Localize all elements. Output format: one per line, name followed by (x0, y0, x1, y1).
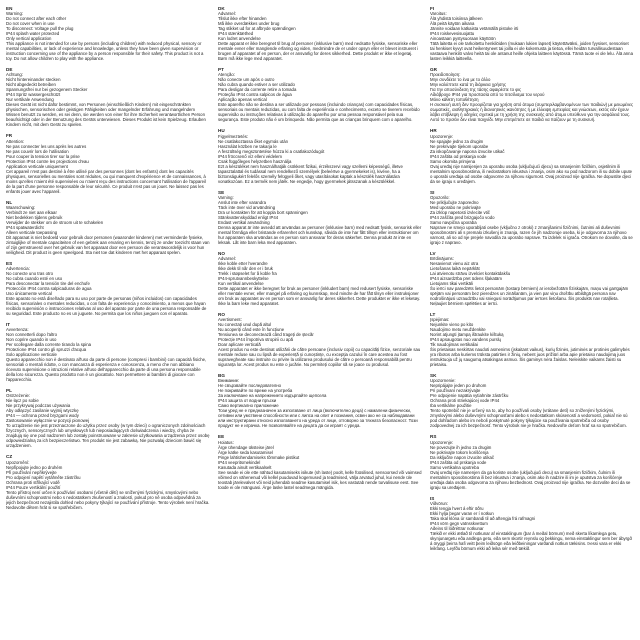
warning-line: Nie łącz po sobie (6, 398, 39, 404)
warning-heading: Figyelmeztetés: (218, 133, 249, 139)
warning-line: Pinge lahtiühendamiseks tõmmake pistikut (218, 454, 300, 460)
language-code: DK (218, 6, 225, 11)
warning-line: Tag stikket ud for at afbryde spændingen (218, 26, 296, 32)
warning-line: Használat közben ne takarja le (218, 143, 277, 149)
warning-line: Trekk i støpselet for å koble fra (218, 271, 277, 277)
warning-line: Ne prekrivajte tijekom uporabe (430, 143, 489, 149)
warning-line: Ne spajajte jedno za drugim (430, 138, 484, 144)
warning-heading: Varning: (218, 194, 234, 200)
language-section (6, 388, 210, 448)
warning-line: Не покривайте по време на употреба (218, 388, 293, 394)
language-code: RS (430, 434, 437, 440)
warning-line: Alleen verticale toepassing (6, 229, 58, 235)
safety-paragraph: Този уред не е предназначен за използване от лица (включително деца) с намалени физически, сетивни или умствени способности или с липса на опит и познания, освен ако не са наблюдавани или инструктирани относно използването на уреда от лице, отговорно за тяхната безопасност. Този продукт не е играчка. Не позволявайте на децата да си играят с уреда. (218, 408, 418, 429)
warning-line: Ne pas couvrir lors de l'utilisation (6, 148, 69, 154)
warning-line: Verwijder de stekker om de stroom uit te schakelen (6, 219, 104, 225)
warning-line: Protección IP44 contra salpicaduras de agua (6, 286, 92, 292)
warning-line: Solo applicazione verticale (6, 352, 57, 358)
warning-heading: Waarschuwing: (6, 204, 36, 210)
warning-line: Anslut inte efter varandra (218, 199, 267, 205)
language-code: NL (6, 199, 13, 205)
language-column (430, 6, 634, 636)
warning-line: IP44 aizsardzība pret ūdens šļakatām (430, 276, 502, 282)
language-code: LT (430, 312, 436, 318)
warning-heading: Advarsel: (218, 256, 236, 262)
safety-paragraph: Tätä laitetta ei ole tarkoitettu henkilöiden (mukaan lukien lapset) käytettäväksi, joiden fyysiset, sensoriset tai henkiset kyvyt ovat heikentyneet tai joilla ei ole kokemusta ja tietoa, ellei heidän turvallisuudestaan vastaava henkilö valvo heitä tai ole antanut heille ohjeita laitteen käytössä. Tämä tuote ei ole lelu. Älä anna lasten leikkiä laitteella. (430, 41, 633, 62)
warning-line: Do not connect after each other (6, 16, 67, 22)
warning-line: Para desligar da corrente retire a tomada (218, 87, 297, 93)
safety-paragraph: Tækið er ekki ætlað til notkunar af einstaklingum (þar á meðal börnum) með skerta líkamlega getu, skynjunargetu eða andlega getu, eða sem skortir reynslu og þekkingu, nema einstaklingur sem ber ábyrgð á öryggi þeirra hafi veitt þeim leiðsögn eða leiðbeiningar varðandi notkun tækisins. Þessi vara er ekki leikfang. Leyfðu börnum ekki að leika sér með tækið. (430, 530, 632, 551)
warning-line: Med uporabo ne pokrivajte (430, 204, 481, 210)
warning-line: Nicht abgedeckt betreiben (6, 82, 56, 88)
warning-line: Ikke dekk til når den er i bruk (218, 266, 273, 272)
safety-paragraph: Ovaj uređaj nije namenjen da ga koriste osobe (uključujući decu) sa smanjenim fizičkim, čulnim ili mentalnim sposobnostima ili bez iskustva i znanja, osim ako ih nadzire ili im je uputstva za korišćenje uređaja dala osoba odgovorna za njihovu bezbednost. Ovaj proizvod nije igračka. Ne dozvolite deci da se igraju sa uređajem. (430, 469, 631, 490)
warning-line: Lietojams tikai vertikāli (430, 281, 473, 287)
warning-heading: Hoiatus: (218, 439, 234, 445)
warning-line: Ne priključujte zaporedno (430, 199, 479, 205)
language-section (430, 496, 634, 551)
warning-line: Pour couper la tension tirer sur la prise (6, 153, 80, 159)
warning-line: To disconnect: Voltage pull the plug (6, 26, 74, 32)
language-code: HU (218, 128, 225, 134)
warning-line: IP44 apsaugotas nuo vandens purslų (430, 337, 501, 343)
warning-line: Zastosowanie wyłącznie w pozycji pionowej (6, 418, 90, 424)
safety-paragraph: Šo ierīci nav paredzēts lietot personām (tostarp bērniem) ar ierobežotām fiziskajām, maņu vai garīgajām spējām vai personām bez pieredzes un zināšanām, ja vien par viņu drošību atbildīgā persona nav nodrošinājusi uzraudzību vai sniegusi norādījumus par ierīces lietošanu. Šis produkts nav rotaļlieta. Neļaujiet bērniem spēlēties ar ierīci. (430, 286, 629, 307)
language-section (6, 322, 210, 382)
warning-line: IP44 Spritz wassergeschützt (6, 92, 61, 98)
language-section (6, 133, 210, 193)
language-code: BG (218, 373, 225, 379)
language-code: SE (218, 189, 225, 195)
language-section (430, 251, 634, 306)
warning-line: Taka skal klóna úr sambandi til að aftengja frá rafmagni (430, 515, 536, 521)
warning-line: Verbindt ze niet aan elkaar (6, 209, 57, 215)
language-section (430, 312, 634, 367)
warning-line: No cubra cuando esté en uso (6, 276, 63, 282)
language-code: FI (430, 6, 435, 11)
language-section (218, 373, 422, 428)
warning-heading: Varoitus: (430, 11, 447, 17)
warning-line: IP44 roiskevesisuojattu (430, 31, 475, 37)
warning-heading: Внимание: (218, 378, 240, 384)
warning-line: Pri používaní nezakrývajte (430, 388, 481, 394)
warning-line: Nur vertikale Anwendung (6, 97, 54, 103)
warning-line: Αδιάβροχο IP44 για προστασία από το πιτσίλισμα του νερού (430, 92, 545, 98)
warning-line: Μην καλύπτετε κατά τη διάρκεια χρήσης (430, 82, 507, 88)
language-section (430, 128, 634, 183)
warning-line: Aby odłączyć zasilanie wyjmij wtyczkę (6, 408, 79, 414)
warning-line: Μόνο κάθετη τοποθέτηση (430, 97, 479, 103)
safety-paragraph: Questo apparecchio non è destinato all'uso da parte di persone (compresi i bambini) con capacità fisiche, sensoriali o mentali ridotte, o con mancanza di esperienza e conoscenza, a meno che non abbiano ricevuto supervisione o istruzioni relative all'uso dell'apparecchio da parte di una persona responsabile della loro sicurezza. Questo prodotto non è un giocattolo. Non permettere ai bambini di giocare con l'apparecchio. (6, 357, 207, 383)
warning-line: IP44-sprutvannbeskyttelse (218, 276, 269, 282)
warning-line: Protection IP44 contre les projections d'eau (6, 158, 89, 164)
language-section (6, 6, 210, 61)
safety-paragraph: Η συσκευή αυτή δεν προορίζεται για χρήση από άτομα (συμπεριλαμβανομένων των παιδιών) με μειωμένες σωματικές, αισθητηριακές ή διανοητικές ικανότητες ή με έλλειψη εμπειρίας και γνώσεων, εκτός εάν έχουν λάβει επίβλεψη ή οδηγίες σχετικά με τη χρήση της συσκευής από άτομο υπεύθυνο για την ασφάλειά τους. Αυτό το προϊόν δεν είναι παιχνίδι. Μην επιτρέπετε σε παιδιά να παίζουν με τη συσκευή. (430, 102, 634, 123)
warning-line: Kun vertikal anvendelse (218, 281, 264, 287)
warning-line: IP44 защита от водни пръски (218, 398, 277, 404)
warning-line: Norint atjungti įtampą ištraukite kištuką (430, 332, 504, 338)
language-code: FR (6, 133, 13, 139)
language-section (218, 312, 422, 367)
warning-line: Kasutada ainult vertikaalselt (218, 464, 272, 470)
language-section (218, 67, 422, 122)
warning-line: Protecție IP44 împotriva stropirii cu apă (218, 337, 293, 343)
warning-line: Non coprire quando in uso (6, 337, 57, 343)
language-code: LV (430, 250, 436, 256)
warning-line: Nu acoperiți când este în funcțiune (218, 327, 285, 333)
language-section (430, 190, 634, 245)
warning-line: Při používání nepřikrývejte (6, 469, 57, 475)
warning-line: Ekki tengja hvert á eftir öðru (430, 505, 484, 511)
warning-line: Μην συνδέετε το ένα με το άλλο (430, 77, 491, 83)
safety-paragraph: Naprave ne smejo uporabljati osebe (vključno z otroki) z zmanjšanimi fizičnimi, čutnimi ali duševnimi sposobnostmi ali s premalo izkušenj in znanja, razen če jih nadzoruje oseba, ki je odgovorna za njihovo varnost, ali so od nje prejele navodila za uporabo naprave. Ta izdelek ni igrača. Otrokom ne dovolite, da se igrajo z napravo. (430, 224, 633, 245)
safety-paragraph: Dieses Gerät ist nicht dafür bestimmt, von Personen (einschließlich Kindern) mit eingeschränkten physischen, sensorischen oder geistigen Fähigkeiten oder mangelnder Erfahrung und mangelndem Wissen benutzt zu werden, es sei denn, sie werden von einer für ihre Sicherheit verantwortlichen Person beaufsichtigt oder in der Benutzung des Geräts unterwiesen. Dieses Produkt ist kein Spielzeug. Erlauben Kindern nicht, mit dem Gerät zu spielen. (6, 102, 206, 128)
warning-line: Ärge ühendage üksteise järel (218, 444, 274, 450)
warning-line: Uso únicamente vertical (6, 291, 52, 297)
warning-line: Nicht hintereinander stecken (6, 77, 61, 83)
warning-line: Only vertical application (6, 36, 52, 42)
safety-paragraph: Tento přístroj není určen k používání osobami (včetně dětí) se sníženými fyzickými, smyslovými nebo duševními schopnostmi nebo s nedostatkem zkušeností a znalostí, pokud pro ně osoba odpovědná za jejich bezpečnost nezajistila dohled nebo pokyny týkající se používání přístroje. Tento výrobek není hračka. Nedovolte dětem hrát si se spotřebičem. (6, 489, 210, 510)
warning-line: Jännite voidaan katkaista vetämällä pistoke irti (430, 26, 519, 32)
warning-line: Não cubra quando estiver a ser utilizado (218, 82, 295, 88)
warning-line: Samo vertikalna upotreba (430, 464, 479, 470)
warning-heading: Opozorilo: (430, 194, 450, 200)
warning-line: IP44 stænktæthed (218, 31, 254, 37)
warning-heading: Brīdinājums: (430, 256, 454, 262)
warning-line: Samo navpična uporaba (430, 219, 477, 225)
warning-heading: Upozornění: (6, 459, 30, 465)
warning-line: Pre odpojenie napätia vytiahnite zástrčku (430, 393, 509, 399)
warning-line: IP44 zaštita od prskanja vode (430, 459, 487, 465)
warning-line: Non connetterli dopo l'altro (6, 332, 57, 338)
warning-heading: Attention: (6, 138, 25, 144)
language-section (218, 6, 422, 61)
warning-line: Ne pas connecter les uns après les autres (6, 143, 87, 149)
safety-paragraph: Tento spotrebič nie je určený na to, aby ho používali osoby (vrátane detí) so zníženými fyzickými, zmyslovými alebo duševnými schopnosťami alebo s nedostatkom skúseností a vedomostí, pokiaľ nie sú pod dohľadom alebo im neboli poskytnuté pokyny týkajúce sa používania spotrebiča od osoby zodpovednej za ich bezpečnosť. Tento výrobok nie je hračka. Nedovoľte deťom hrať sa so spotrebičom. (430, 408, 628, 429)
warning-line: Samo okomita primjena (430, 158, 476, 164)
safety-paragraph: To urządzenie nie jest przeznaczone do użytku przez osoby (w tym dzieci) o ograniczonych zdolnościach fizycznych, sensorycznych lub umysłowych lub nieposiadających doświadczenia i wiedzy, chyba że znajdują się one pod nadzorem lub zostały poinstruowane w zakresie użytkowania urządzenia przez osobę odpowiedzialną za ich bezpieczeństwo. Ten produkt nie jest zabawką. Nie pozwalaj dzieciom bawić się urządzeniem. (6, 423, 210, 449)
warning-line: No conecte uno tras otro (6, 271, 54, 277)
warning-line: Protezione IP44 contro gli spruzzi d'acqua (6, 347, 87, 353)
warning-line: IP44 Pouze vertikální použití (6, 484, 61, 490)
warning-heading: Upozorenje: (430, 133, 454, 139)
warning-line: Dra ur kontakten för att koppla bort spänningen (218, 209, 308, 215)
warning-line: Ainoastaan pystysuoraan käyttöön (430, 36, 496, 42)
warning-line: Za iskopčavanje napona izvucite utikač (430, 148, 505, 154)
warning-line: Nie przykrywaj podczas używania (6, 403, 71, 409)
warning-line: Csak függőleges helyzetben használja (218, 158, 292, 164)
warning-line: Nesavienot vienu aiz otra (430, 261, 479, 267)
language-column (218, 6, 422, 636)
warning-heading: Advarsel: (218, 11, 236, 17)
warning-line: Stänkvattenskyddad enligt IP44 (218, 214, 279, 220)
warning-heading: Įspėjimas: (430, 317, 450, 323)
warning-line: Täck inte över vid användning (218, 204, 276, 210)
warning-heading: Ostrzeżenie: (6, 393, 31, 399)
warning-line: Må ikke overdækkes under brug (218, 21, 280, 27)
language-code: NO (218, 250, 225, 256)
warning-line: IP44 — ochrona przed bryzgami wody (6, 413, 79, 419)
safety-paragraph: Este aparato no está diseñado para su uso por parte de personas (niños incluidos) con capacidades físicas, sensoriales o mentales reducidas, o con falta de experiencia y conocimiento, a menos que hayan recibido supervisión o instrucciones relativas al uso del aparato por parte de una persona responsable de su seguridad. Este producto no es un juguete. No permita que los niños jueguen con el aparato. (6, 296, 207, 317)
language-code: PT (218, 67, 224, 73)
warning-line: Не свързвайте последователно (218, 383, 282, 389)
safety-paragraph: Ezt a készüléket nem használhatják csökkent fizikai, érzékszervi vagy szellemi képességű, illetve tapasztalattal és tudással nem rendelkező személyek (beleértve a gyermekeket is), kivéve, ha a biztonságukért felelős személy felügyeli őket, vagy utasításokat kaptak a készülék használatára vonatkozóan. Ez a termék nem játék. Ne engedje, hogy gyermekek játsszanak a készülékkel. (218, 163, 403, 184)
warning-line: Para desconectar la tensión tire del enchufe (6, 281, 90, 287)
warning-line: IP44 vörn gegn vatnsskvettum (430, 520, 488, 526)
warning-line: Nejunkite vieno po kito (430, 322, 474, 328)
warning-line: Doar aplicare verticală (218, 342, 261, 348)
warning-line: Da isključite napon izvucite utikač (430, 454, 495, 460)
language-code: DE (6, 67, 13, 73)
warning-line: Niet bedekken tijdens gebruik (6, 214, 63, 220)
warning-line: Kun lodret anvendelse (218, 36, 261, 42)
warning-line: Não conecte um após o outro (218, 77, 275, 83)
warning-line: A feszültség megszüntetése húzza ki a csatlakozódugót (218, 148, 325, 154)
warning-line: Aðeins til lóðréttrar notkunar (430, 525, 484, 531)
language-code: SI (430, 189, 435, 195)
language-section (430, 6, 634, 61)
language-section (218, 251, 422, 306)
warning-heading: Viðvörun: (430, 500, 449, 506)
warning-line: За изключване на напрежението издърпайте щепсела (218, 393, 327, 399)
warning-line: IP44 splash water protected (6, 31, 60, 37)
warning-line: IP44 fröccsenő víz elleni védelem (218, 153, 283, 159)
warning-line: Nepripájajte jeden po druhom (430, 383, 487, 389)
warning-line: Ochrana proti striekajúcej vode IP44 (430, 398, 500, 404)
warning-line: Pro odpojení napětí vytáhněte zástrčku (6, 474, 81, 480)
language-code: EE (218, 434, 225, 440)
warning-line: Ne povezujte ih jedno za drugim (430, 444, 492, 450)
warning-line: Ikke koble etter hverandre (218, 261, 268, 267)
warning-line: Ochrana proti stříkající vodě (6, 479, 60, 485)
warning-line: IP44 zaštita od prskanja vode (430, 153, 487, 159)
language-code: GR (430, 67, 437, 73)
warning-line: Do not cover when in use (6, 21, 55, 27)
warning-line: Älä peitä käytön aikana (430, 21, 475, 27)
language-section (6, 454, 210, 509)
warning-line: Tilslut ikke efter hinanden (218, 16, 267, 22)
language-column (6, 6, 210, 636)
warning-line: Ne csatlakoztassa őket egymás után (218, 138, 288, 144)
warning-line: Ekki hylja þegar varan er í notkun (430, 510, 494, 516)
warning-heading: Προειδοποίηση: (430, 72, 461, 78)
warning-line: Само вертикално приложение (218, 403, 279, 409)
safety-paragraph: This appliance is not intended for use by persons (including children) with reduced physical, sensory or mental capabilities, or lack of experience and knowledge, unless they have been given supervision or instruction concerning use of the appliance by a person responsible for their safety. This product is not a toy. Do not allow children to play with the appliance. (6, 41, 204, 62)
warning-line: Nepřipojujte jedno po druhém (6, 464, 63, 470)
safety-paragraph: See seade ei ole ette nähtud kasutamiseks isikute (sh laste) poolt, kelle füüsilised, sensoorsed või vaimsed võimed on vähenenud või kellel puuduvad kogemused ja teadmised, välja arvatud juhul, kui nende üle teostab järelevalvet või neid juhendab seadme kasutamisel isik, kes vastutab nende turvalisuse eest. See toode ei ole mänguasi. Ärge laske lastel seadmega mängida. (218, 469, 422, 490)
language-code: PL (6, 388, 12, 394)
warning-heading: Atenção: (218, 72, 235, 78)
safety-paragraph: Denna apparat är inte avsedd att användas av personer (inklusive barn) med nedsatt fysisk, sensorisk eller mental förmåga eller bristande erfarenhet och kunskap, såvida de inte har fått tillsyn eller instruktioner om hur apparaten ska användas av en person som ansvarar för deras säkerhet. Denna produkt är inte en leksak. Låt inte barn leka med apparaten. (218, 224, 422, 245)
language-code: IS (430, 495, 435, 501)
warning-line: Proteção IP44 contra salpicos de água (218, 92, 292, 98)
warning-line: Aplicação apenas vertical (218, 97, 267, 103)
warning-line: Lietošanas laikā nepārklāt (430, 266, 480, 272)
warning-heading: Warning: (6, 11, 24, 17)
warning-line: Tensiunea se deconectează când trageți de ștecăr (218, 332, 314, 338)
warning-line: Για την αποσύνδεση της τάσης αφαιρέστε το φις (430, 87, 522, 93)
safety-paragraph: Dette apparatet er ikke beregnet for bruk av personer (inkludert barn) med redusert fysiske, sensoriske eller mentale evner, eller mangel på erfaring og kunnskap, med mindre de har fått tilsyn eller instruksjoner om bruk av apparatet av en person som er ansvarlig for deres sikkerhet. Dette produktet er ikke et leketøy. Ikke la barn leke med apparatet. (218, 286, 421, 307)
language-code: ES (6, 260, 13, 266)
warning-line: IP44 zaščita pred brizgajočo vodo (430, 214, 495, 220)
safety-paragraph: Šis prietaisas neskirtas naudoti asmenims (įskaitant vaikus), kurių fizinės, jutiminės ar protinės galimybės yra ribotos arba kuriems trūksta patirties ir žinių, nebent juos prižiūri arba apie prietaiso naudojimą juos instruktuoja už jų saugumą atsakingas asmuo. Šis gaminys nėra žaislas. Neleiskite vaikams žaisti su prietaisu. (430, 347, 630, 368)
language-section (218, 128, 422, 183)
warning-line: Tik naudojimas vertikaliai (430, 342, 478, 348)
warning-line: Iba vertikálne použitie (430, 403, 472, 409)
language-section (6, 261, 210, 316)
language-section (430, 434, 634, 489)
warning-line: Per scollegare dalla corrente tirando la spina (6, 342, 92, 348)
language-section (430, 373, 634, 428)
warning-line: Ärge katke seda kasutamisel (218, 449, 273, 455)
language-section (6, 200, 210, 255)
warning-line: Endast vertikal användning (218, 219, 270, 225)
warning-heading: Advertencia: (6, 266, 30, 272)
safety-paragraph: Este aparelho não se destina a ser utilizado por pessoas (incluindo crianças) com capacidades físicas, sensoriais ou mentais reduzidas, ou com falta de experiência e conhecimento, exceto se tiverem recebido supervisão ou instruções relativas à utilização do aparelho por uma pessoa responsável pela sua segurança. Este produto não é um brinquedo. Não permita que as crianças brinquem com o aparelho. (218, 102, 420, 123)
warning-line: IP44 spatwaterdicht (6, 224, 44, 230)
safety-paragraph: Dit apparaat is niet bedoeld voor gebruik door personen (waaronder kinderen) met verminderde fysieke, zintuiglijke of mentale capaciteiten of een gebrek aan ervaring en kennis, tenzij ze onder toezicht staan van of zijn geïnstrueerd over het gebruik van het apparaat door een persoon die verantwoordelijk is voor hun veiligheid. Dit product is geen speelgoed. Sta niet toe dat kinderen met het apparaat spelen. (6, 234, 210, 255)
warning-heading: Avertisment: (218, 317, 242, 323)
language-code: IT (6, 322, 11, 328)
language-code: SK (430, 373, 437, 379)
warning-line: Naudojimo metu neuždenkite (430, 327, 486, 333)
safety-paragraph: Dette apparat er ikke beregnet til brug af personer (inklusive børn) med nedsatte fysiske, sensoriske eller mentale evner eller manglende erfaring og viden, medmindre de er under opsyn eller er blevet instrueret i brugen af apparatet af en person, der er ansvarlig for deres sikkerhed. Dette produkt er ikke et legetøj. Børn må ikke lege med apparatet. (218, 41, 419, 62)
safety-paragraph: Acest produs nu este destinat utilizării de către persoane (inclusiv copii) cu capacități fizice, senzoriale sau mentale reduse sau cu lipsă de experiență și cunoștințe, cu excepția cazului în care acestea au fost supravegheate sau instruite cu privire la utilizarea produsului de către o persoană responsabilă pentru siguranța lor. Acest produs nu este o jucărie. Nu permiteți copiilor să se joace cu produsul. (218, 347, 421, 368)
language-code: EN (6, 6, 13, 11)
safety-paragraph: Cet appareil n'est pas destiné à être utilisé par des personnes (dont les enfants) dont les capacités physiques, sensorielles ou mentales sont réduites, ou qui manquent d'expérience et de connaissances, à moins qu'elles n'aient été supervisées ou n'aient reçu des instructions concernant l'utilisation de l'appareil de la part d'une personne responsable de leur sécurité. Ce produit n'est pas un jouet. Ne laissez pas les enfants jouer avec l'appareil. (6, 168, 206, 194)
language-code: RO (218, 312, 225, 318)
warning-line: Ne pokrivajte tokom korišćenja (430, 449, 489, 455)
warning-line: Application verticale uniquement (6, 163, 68, 169)
warning-heading: Achtung: (6, 72, 23, 78)
language-section (430, 67, 634, 122)
warning-line: Za izklop napetosti izvlecite vtič (430, 209, 490, 215)
warning-line: Älä yhdistä toisiinsa jälkeen (430, 16, 483, 22)
warning-line: Nu conectați unul după altul (218, 322, 272, 328)
warning-heading: Avvertenza: (6, 327, 29, 333)
language-code: HR (430, 128, 437, 134)
language-section (218, 190, 422, 245)
warning-line: Spannungsfrei nur bei gezogenem Stecker (6, 87, 88, 93)
warning-heading: Upozorenje: (430, 439, 454, 445)
language-section (6, 67, 210, 127)
warning-heading: Upozornenie: (430, 378, 456, 384)
warning-line: IP44 veepritsmekindel (218, 459, 261, 465)
language-code: CZ (6, 454, 13, 460)
language-section (218, 434, 422, 489)
warning-line: Lai atvienotu strāvu izvelciet kontaktdakšu (430, 271, 511, 277)
safety-paragraph: Ovaj uređaj nije namijenjen za uporabu osoba (uključujući djecu) sa smanjenim fizičkim, osjetilnim ili mentalnim sposobnostima, ili nedostatkom iskustva i znanja, osim ako su pod nadzorom ili su dobile upute o uporabi uređaja od osobe odgovorne za njihovu sigurnost. Ovaj proizvod nije igračka. Ne dopustite djeci da se igraju s uređajem. (430, 163, 633, 184)
